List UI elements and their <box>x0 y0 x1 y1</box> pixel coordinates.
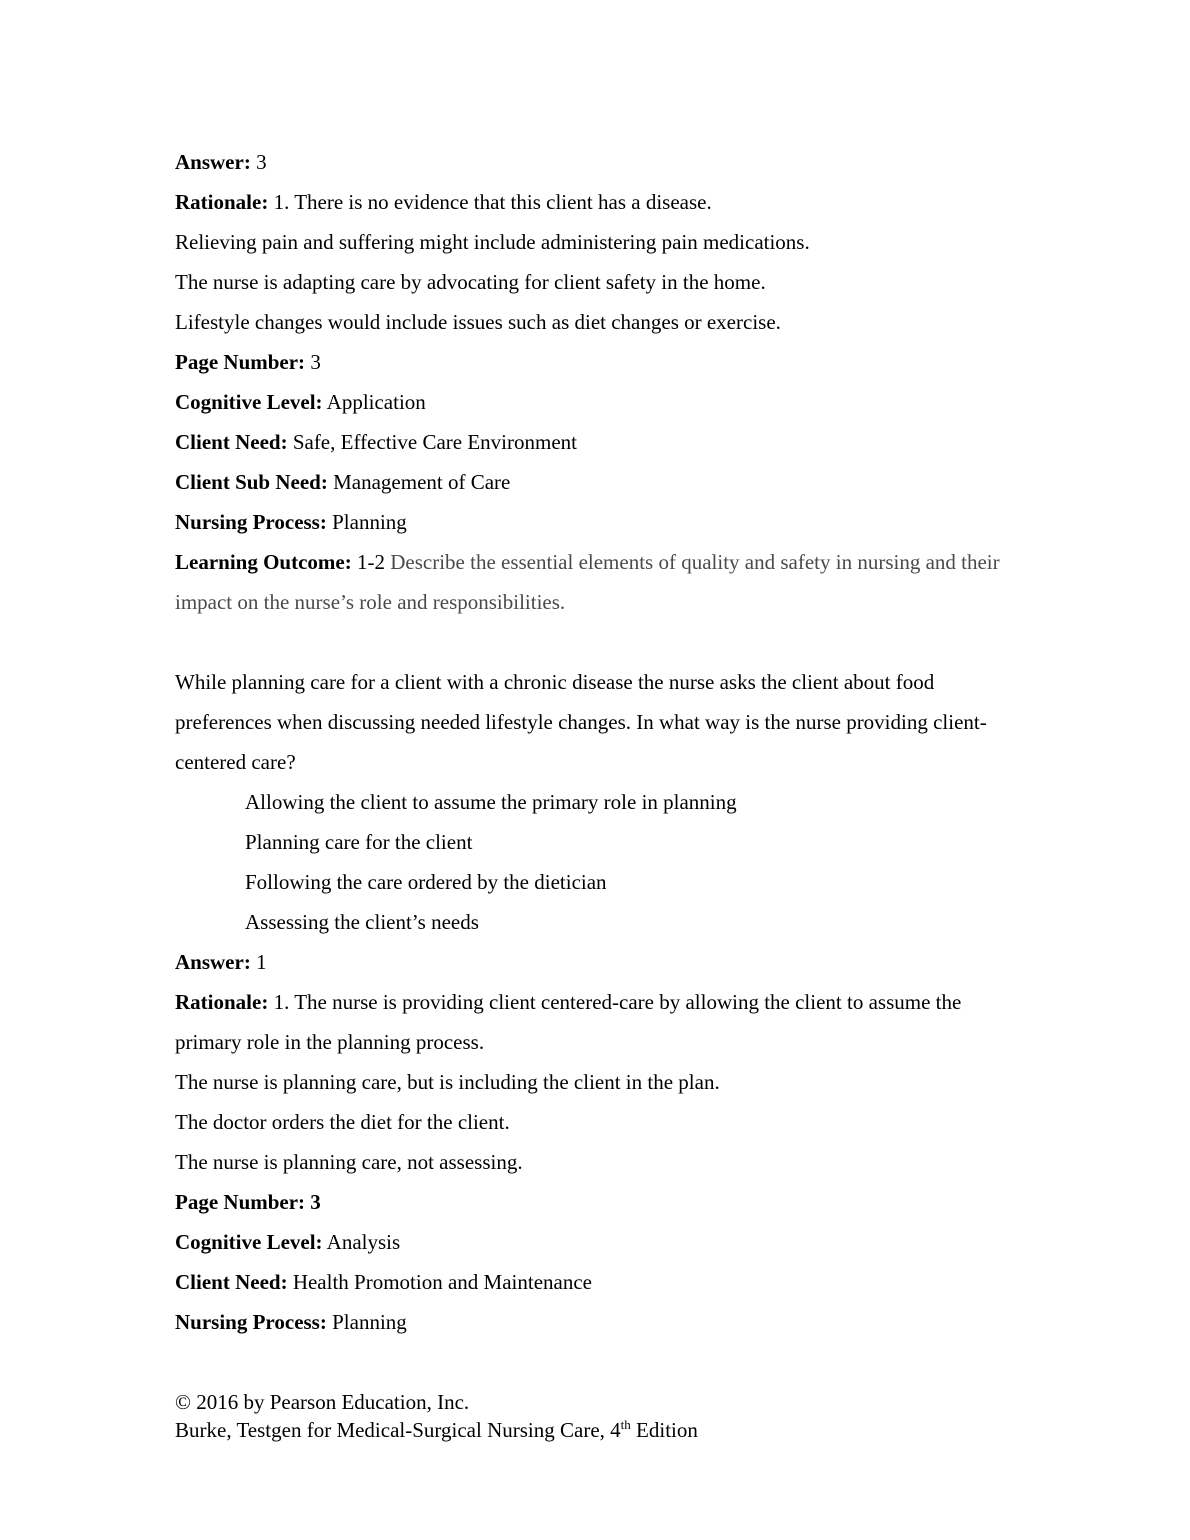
rationale-text: 1. There is no evidence that this client has a disease. <box>273 190 712 214</box>
rationale-line: Relieving pain and suffering might include administering pain medications. <box>175 230 810 254</box>
page-number-label: Page Number: 3 <box>175 1190 321 1214</box>
nursing-process-label: Nursing Process: <box>175 510 327 534</box>
client-need-line <box>175 1262 1017 1302</box>
learning-outcome-text: Describe the essential elements of quality and safety in nursing and their impact on the nurse’s role and responsibilities. <box>175 550 1000 614</box>
rationale-line: The doctor orders the diet for the client. <box>175 1110 510 1134</box>
cognitive-level-line <box>175 1222 1017 1262</box>
page-number-value: 3 <box>310 350 321 374</box>
learning-outcome-paragraph <box>175 542 1017 622</box>
client-need-value: Safe, Effective Care Environment <box>292 430 577 454</box>
answer-line-1 <box>175 142 1017 182</box>
cognitive-level-line <box>175 382 1017 422</box>
question-option: Allowing the client to assume the primary role in planning <box>245 790 737 814</box>
client-need-label: Client Need: <box>175 1270 288 1294</box>
rationale-paragraph-2 <box>175 982 1017 1062</box>
question-option: Planning care for the client <box>245 830 473 854</box>
answer-value: 3 <box>256 150 267 174</box>
cognitive-level-label: Cognitive Level: <box>175 1230 323 1254</box>
question-option: Following the care ordered by the dietician <box>245 870 607 894</box>
client-need-value: Health Promotion and Maintenance <box>292 1270 592 1294</box>
rationale-line: The nurse is adapting care by advocating for client safety in the home. <box>175 270 766 294</box>
client-need-label: Client Need: <box>175 430 288 454</box>
client-sub-need-line <box>175 462 1017 502</box>
document-body <box>175 142 1017 1342</box>
rationale-label: Rationale: <box>175 990 269 1014</box>
question-option: Assessing the client’s needs <box>245 910 479 934</box>
answer-line-2 <box>175 942 1017 982</box>
cognitive-level-value: Analysis <box>326 1230 401 1254</box>
nursing-process-value: Planning <box>332 1310 407 1334</box>
book-title-suffix: Edition <box>630 1418 698 1442</box>
page-number-label: Page Number: <box>175 350 306 374</box>
rationale-line: Lifestyle changes would include issues such as diet changes or exercise. <box>175 310 781 334</box>
client-sub-need-value: Management of Care <box>333 470 511 494</box>
rationale-label: Rationale: <box>175 190 269 214</box>
book-title-prefix: Burke, Testgen for Medical-Surgical Nursing Care, 4 <box>175 1418 621 1442</box>
nursing-process-value: Planning <box>332 510 407 534</box>
answer-value: 1 <box>256 950 267 974</box>
nursing-process-label: Nursing Process: <box>175 1310 327 1334</box>
question-stem: While planning care for a client with a chronic disease the nurse asks the client about food preferences when discussing needed lifestyle changes. In what way is the nurse providing client-centered care? <box>175 670 987 774</box>
client-need-line <box>175 422 1017 462</box>
edition-superscript: th <box>620 1417 631 1432</box>
client-sub-need-label: Client Sub Need: <box>175 470 328 494</box>
answer-label: Answer: <box>175 950 251 974</box>
answer-label: Answer: <box>175 150 251 174</box>
rationale-line: The nurse is planning care, not assessing. <box>175 1150 523 1174</box>
page-footer <box>175 1388 1017 1444</box>
blank-line <box>175 622 1017 662</box>
cognitive-level-label: Cognitive Level: <box>175 390 323 414</box>
page-number-line-bold <box>175 1182 1017 1222</box>
learning-outcome-number: 1-2 <box>356 550 385 574</box>
page-number-line <box>175 342 1017 382</box>
learning-outcome-label: Learning Outcome: <box>175 550 352 574</box>
rationale-line: The nurse is planning care, but is including the client in the plan. <box>175 1070 720 1094</box>
cognitive-level-value: Application <box>326 390 426 414</box>
rationale-paragraph-1 <box>175 182 1017 222</box>
rationale-text: 1. The nurse is providing client centered-care by allowing the client to assume the primary role in the planning process. <box>175 990 962 1054</box>
book-title-line <box>175 1416 1017 1444</box>
copyright-line: © 2016 by Pearson Education, Inc. <box>175 1390 470 1414</box>
nursing-process-line <box>175 502 1017 542</box>
nursing-process-line <box>175 1302 1017 1342</box>
